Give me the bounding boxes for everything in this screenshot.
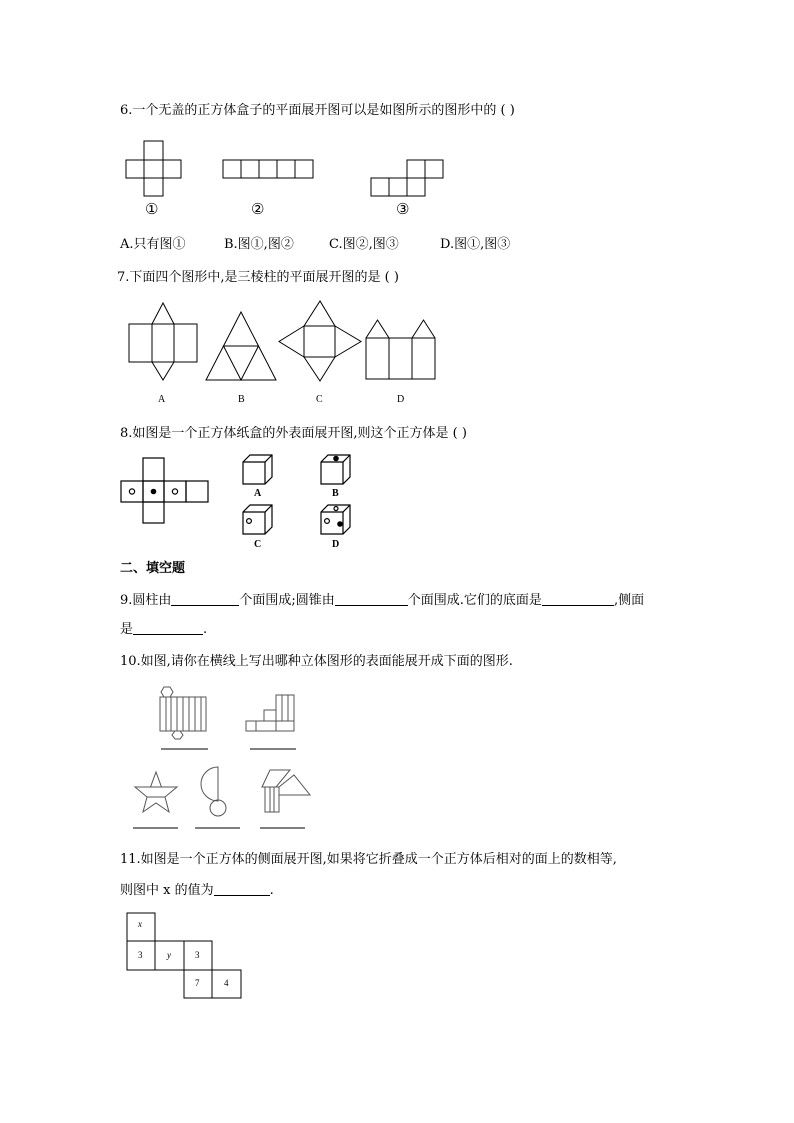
q7-label-b: B xyxy=(238,394,245,405)
q11-cell-3b: 3 xyxy=(195,950,200,960)
q11-line-2b: . xyxy=(269,883,274,898)
q11-line-1: 11.如图是一个正方体的侧面展开图,如果将它折叠成一个正方体后相对的面上的数相等, xyxy=(120,852,617,867)
q10-text: 10.如图,请你在横线上写出哪种立体图形的表面能展开成下面的图形. xyxy=(120,654,513,669)
q6-option-a: A.只有图① xyxy=(120,237,186,252)
q8-label-b: B xyxy=(332,488,339,499)
q8-label-d: D xyxy=(332,539,340,550)
q7-text: 7.下面四个图形中,是三棱柱的平面展开图的是 ( ) xyxy=(117,270,399,285)
q6-fig-label-2: ② xyxy=(251,200,265,218)
q11-cell-4: 4 xyxy=(224,978,229,988)
q6-fig-label-1: ① xyxy=(145,200,159,218)
q7-label-c: C xyxy=(316,394,323,405)
q8-label-a: A xyxy=(254,488,262,499)
q11-line-2a: 则图中 x 的值为 xyxy=(120,883,214,898)
q7-label-d: D xyxy=(397,394,405,405)
q6-fig-label-3: ③ xyxy=(396,200,410,218)
q9-part-6: . xyxy=(203,622,208,637)
q11-cell-y: y xyxy=(167,950,171,960)
q6-option-d: D.图①,图③ xyxy=(440,237,511,252)
q11-cell-x: x xyxy=(138,919,142,929)
q9-part-2: 个面围成;圆锥由 xyxy=(239,593,335,608)
q8-text: 8.如图是一个正方体纸盒的外表面展开图,则这个正方体是 ( ) xyxy=(120,426,467,441)
q8-label-c: C xyxy=(254,539,262,550)
q11-cell-7: 7 xyxy=(195,978,200,988)
q6-text: 6.一个无盖的正方体盒子的平面展开图可以是如图所示的图形中的 ( ) xyxy=(120,103,515,118)
q6-option-b: B.图①,图② xyxy=(224,237,294,252)
q9-part-5: 是 xyxy=(120,622,134,637)
q9-part-3: 个面围成.它们的底面是 xyxy=(407,593,542,608)
section-title: 二、填空题 xyxy=(120,561,186,576)
q9-part-1: 9.圆柱由 xyxy=(120,593,172,608)
q7-label-a: A xyxy=(158,394,166,405)
q9-part-4: ,侧面 xyxy=(613,593,645,608)
q11-cell-3a: 3 xyxy=(138,950,143,960)
q6-option-c: C.图②,图③ xyxy=(329,237,399,252)
